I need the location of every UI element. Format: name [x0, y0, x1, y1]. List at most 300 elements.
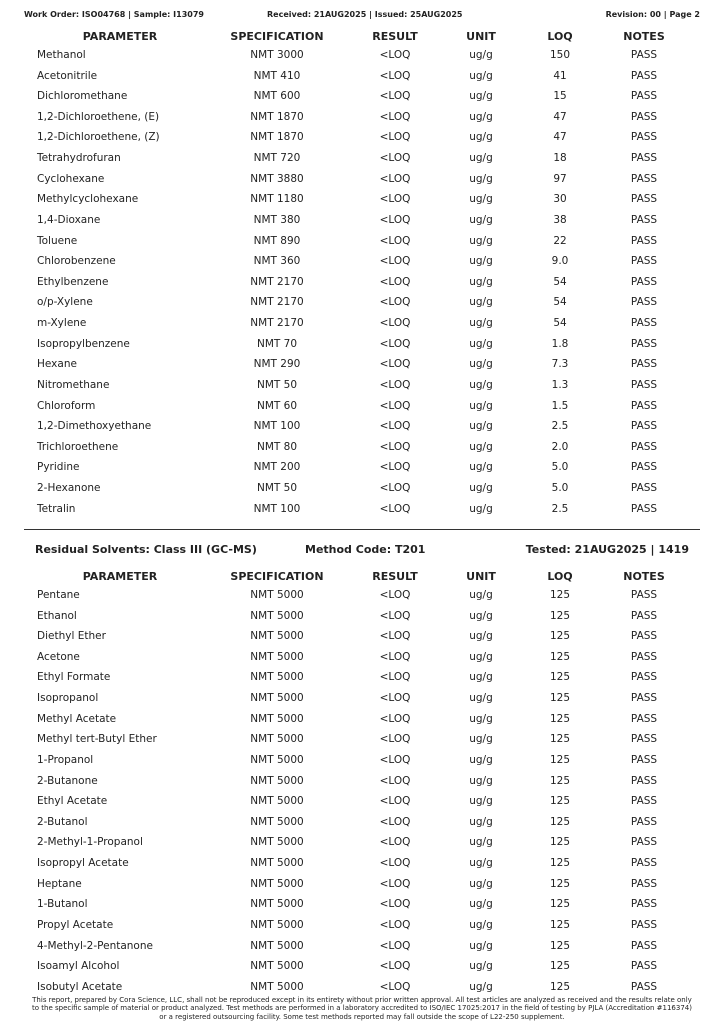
cell-specification: NMT 1870 — [250, 131, 304, 144]
cell-loq: 125 — [549, 609, 571, 622]
cell-parameter: Dichloromethane — [37, 90, 128, 103]
section-divider — [24, 529, 700, 530]
cell-unit: ug/g — [469, 49, 493, 61]
cell-notes: PASS — [630, 980, 658, 993]
method-code: Method Code: T201 — [305, 543, 426, 556]
cell-loq: 125 — [549, 815, 571, 828]
cell-loq: 5.0 — [551, 482, 569, 495]
table-row — [0, 813, 724, 834]
cell-loq: 125 — [549, 857, 571, 870]
cell-notes: PASS — [630, 378, 658, 391]
cell-notes: PASS — [630, 399, 658, 412]
cell-result: <LOQ — [379, 589, 411, 601]
cell-result: <LOQ — [379, 296, 411, 309]
cell-specification: NMT 5000 — [250, 836, 304, 849]
cell-result: <LOQ — [379, 774, 411, 787]
table-row — [0, 67, 724, 88]
cell-notes: PASS — [630, 131, 658, 144]
cell-parameter: 1,2-Dichloroethene, (Z) — [37, 131, 160, 144]
cell-loq: 47 — [553, 110, 567, 123]
table-row — [0, 335, 724, 356]
cell-result: <LOQ — [379, 193, 411, 206]
cell-loq: 41 — [553, 69, 567, 82]
cell-result: <LOQ — [379, 234, 411, 247]
cell-unit: ug/g — [469, 753, 493, 766]
column-header-parameter: PARAMETER — [82, 570, 158, 583]
cell-specification: NMT 600 — [253, 90, 301, 103]
cell-specification: NMT 5000 — [250, 939, 304, 952]
cell-parameter: Hexane — [37, 358, 77, 371]
column-header-result: RESULT — [372, 30, 418, 43]
section-title: Residual Solvents: Class III (GC-MS) — [35, 543, 257, 556]
cell-loq: 47 — [553, 131, 567, 144]
cell-parameter: Isopropyl Acetate — [37, 857, 129, 870]
cell-loq: 22 — [553, 234, 567, 247]
cell-result: <LOQ — [379, 69, 411, 82]
cell-parameter: Methanol — [37, 49, 86, 61]
cell-result: <LOQ — [379, 358, 411, 371]
cell-result: <LOQ — [379, 275, 411, 288]
cell-specification: NMT 290 — [253, 358, 301, 371]
cell-parameter: Pentane — [37, 589, 80, 601]
cell-result: <LOQ — [379, 960, 411, 973]
cell-specification: NMT 5000 — [250, 980, 304, 993]
cell-specification: NMT 5000 — [250, 960, 304, 973]
cell-notes: PASS — [630, 753, 658, 766]
cell-notes: PASS — [630, 275, 658, 288]
cell-notes: PASS — [630, 502, 658, 515]
cell-specification: NMT 3880 — [250, 172, 304, 185]
table-row — [0, 500, 724, 521]
cell-result: <LOQ — [379, 90, 411, 103]
cell-specification: NMT 70 — [256, 337, 298, 350]
cell-notes: PASS — [630, 152, 658, 165]
cell-specification: NMT 5000 — [250, 815, 304, 828]
cell-notes: PASS — [630, 733, 658, 746]
table-row — [0, 607, 724, 628]
cell-specification: NMT 100 — [253, 502, 301, 515]
cell-parameter: Pyridine — [37, 461, 80, 474]
cell-specification: NMT 890 — [253, 234, 301, 247]
cell-unit: ug/g — [469, 255, 493, 268]
cell-result: <LOQ — [379, 795, 411, 808]
cell-loq: 125 — [549, 836, 571, 849]
report-footer — [24, 996, 700, 1021]
table-row — [0, 937, 724, 958]
cell-result: <LOQ — [379, 317, 411, 330]
table-row — [0, 648, 724, 669]
revision-page-text: Revision: 00 | Page 2 — [605, 10, 700, 19]
work-order-text: Work Order: ISO04768 | Sample: I13079 — [24, 10, 204, 19]
cell-result: <LOQ — [379, 131, 411, 144]
cell-unit: ug/g — [469, 131, 493, 144]
table-row — [0, 46, 724, 67]
table-row — [0, 957, 724, 978]
table-row — [0, 792, 724, 813]
cell-unit: ug/g — [469, 337, 493, 350]
cell-notes: PASS — [630, 692, 658, 705]
column-header-notes: NOTES — [623, 30, 665, 43]
table-row — [0, 668, 724, 689]
cell-notes: PASS — [630, 671, 658, 684]
table-row — [0, 190, 724, 211]
cell-parameter: Methylcyclohexane — [37, 193, 139, 206]
cell-parameter: 4-Methyl-2-Pentanone — [37, 939, 153, 952]
table-row — [0, 479, 724, 500]
cell-specification: NMT 5000 — [250, 609, 304, 622]
cell-specification: NMT 360 — [253, 255, 301, 268]
cell-unit: ug/g — [469, 650, 493, 663]
cell-unit: ug/g — [469, 213, 493, 226]
cell-loq: 125 — [549, 650, 571, 663]
cell-result: <LOQ — [379, 399, 411, 412]
report-header — [24, 10, 700, 22]
cell-parameter: Propyl Acetate — [37, 918, 114, 931]
cell-specification: NMT 5000 — [250, 733, 304, 746]
cell-notes: PASS — [630, 461, 658, 474]
cell-notes: PASS — [630, 630, 658, 643]
cell-parameter: Chloroform — [37, 399, 96, 412]
cell-loq: 15 — [553, 90, 567, 103]
cell-specification: NMT 2170 — [250, 275, 304, 288]
cell-parameter: 2-Methyl-1-Propanol — [37, 836, 143, 849]
cell-loq: 150 — [549, 49, 571, 61]
cell-notes: PASS — [630, 172, 658, 185]
cell-unit: ug/g — [469, 795, 493, 808]
cell-result: <LOQ — [379, 733, 411, 746]
cell-notes: PASS — [630, 337, 658, 350]
cell-result: <LOQ — [379, 420, 411, 433]
cell-specification: NMT 5000 — [250, 918, 304, 931]
cell-loq: 125 — [549, 753, 571, 766]
cell-notes: PASS — [630, 482, 658, 495]
table-row — [0, 87, 724, 108]
cell-unit: ug/g — [469, 836, 493, 849]
cell-result: <LOQ — [379, 152, 411, 165]
cell-parameter: 2-Hexanone — [37, 482, 101, 495]
cell-specification: NMT 2170 — [250, 317, 304, 330]
cell-result: <LOQ — [379, 939, 411, 952]
cell-loq: 125 — [549, 712, 571, 725]
cell-parameter: 1,4-Dioxane — [37, 213, 101, 226]
table-row — [0, 108, 724, 129]
cell-loq: 125 — [549, 630, 571, 643]
cell-loq: 7.3 — [551, 358, 569, 371]
cell-result: <LOQ — [379, 482, 411, 495]
cell-notes: PASS — [630, 193, 658, 206]
cell-notes: PASS — [630, 296, 658, 309]
cell-unit: ug/g — [469, 482, 493, 495]
cell-parameter: Ethanol — [37, 609, 77, 622]
table-row — [0, 751, 724, 772]
table-row — [0, 458, 724, 479]
cell-unit: ug/g — [469, 733, 493, 746]
cell-unit: ug/g — [469, 960, 493, 973]
cell-parameter: Isobutyl Acetate — [37, 980, 123, 993]
cell-result: <LOQ — [379, 692, 411, 705]
cell-parameter: Isopropanol — [37, 692, 99, 705]
cell-result: <LOQ — [379, 49, 411, 61]
cell-result: <LOQ — [379, 337, 411, 350]
column-header-unit: UNIT — [466, 570, 496, 583]
cell-parameter: 1,2-Dimethoxyethane — [37, 420, 152, 433]
table-row — [0, 232, 724, 253]
cell-unit: ug/g — [469, 692, 493, 705]
cell-specification: NMT 720 — [253, 152, 301, 165]
cell-notes: PASS — [630, 609, 658, 622]
cell-notes: PASS — [630, 420, 658, 433]
cell-loq: 54 — [553, 296, 567, 309]
table-row — [0, 627, 724, 648]
column-header-loq: LOQ — [547, 570, 573, 583]
cell-specification: NMT 50 — [256, 378, 298, 391]
table-row — [0, 293, 724, 314]
cell-loq: 125 — [549, 733, 571, 746]
cell-loq: 2.5 — [551, 420, 569, 433]
cell-result: <LOQ — [379, 980, 411, 993]
cell-loq: 125 — [549, 795, 571, 808]
cell-loq: 9.0 — [551, 255, 569, 268]
cell-specification: NMT 5000 — [250, 630, 304, 643]
cell-parameter: Trichloroethene — [37, 440, 119, 453]
tested-date: Tested: 21AUG2025 | 1419 — [525, 543, 689, 556]
cell-specification: NMT 410 — [253, 69, 301, 82]
cell-notes: PASS — [630, 213, 658, 226]
cell-loq: 125 — [549, 589, 571, 601]
cell-specification: NMT 60 — [256, 399, 298, 412]
cell-unit: ug/g — [469, 671, 493, 684]
cell-parameter: m-Xylene — [37, 317, 87, 330]
table-row — [0, 689, 724, 710]
table-row — [0, 149, 724, 170]
cell-specification: NMT 3000 — [250, 49, 304, 61]
cell-loq: 54 — [553, 317, 567, 330]
cell-notes: PASS — [630, 650, 658, 663]
cell-specification: NMT 1870 — [250, 110, 304, 123]
cell-unit: ug/g — [469, 420, 493, 433]
table-row — [0, 710, 724, 731]
cell-unit: ug/g — [469, 317, 493, 330]
cell-specification: NMT 5000 — [250, 898, 304, 911]
cell-result: <LOQ — [379, 172, 411, 185]
cell-unit: ug/g — [469, 90, 493, 103]
table-row — [0, 730, 724, 751]
cell-loq: 125 — [549, 980, 571, 993]
cell-parameter: Isopropylbenzene — [37, 337, 130, 350]
cell-result: <LOQ — [379, 712, 411, 725]
table-row — [0, 586, 724, 607]
cell-notes: PASS — [630, 589, 658, 601]
cell-result: <LOQ — [379, 110, 411, 123]
column-header-unit: UNIT — [466, 30, 496, 43]
cell-unit: ug/g — [469, 918, 493, 931]
cell-parameter: Tetralin — [37, 502, 76, 515]
column-header-loq: LOQ — [547, 30, 573, 43]
cell-unit: ug/g — [469, 502, 493, 515]
column-header-specification: SPECIFICATION — [230, 30, 324, 43]
footer-line: This report, prepared by Cora Science, LLC, shall not be reproduced except in its entirety without prior written approval. All test articles are analyzed as received and the results relate only — [32, 996, 692, 1004]
cell-specification: NMT 5000 — [250, 650, 304, 663]
cell-unit: ug/g — [469, 774, 493, 787]
cell-notes: PASS — [630, 960, 658, 973]
cell-unit: ug/g — [469, 69, 493, 82]
cell-parameter: Ethyl Acetate — [37, 795, 108, 808]
cell-unit: ug/g — [469, 630, 493, 643]
cell-loq: 125 — [549, 671, 571, 684]
cell-parameter: o/p-Xylene — [37, 296, 93, 309]
cell-loq: 125 — [549, 692, 571, 705]
cell-notes: PASS — [630, 255, 658, 268]
cell-result: <LOQ — [379, 609, 411, 622]
cell-unit: ug/g — [469, 980, 493, 993]
cell-specification: NMT 5000 — [250, 753, 304, 766]
table-row — [0, 273, 724, 294]
cell-notes: PASS — [630, 110, 658, 123]
cell-parameter: Cyclohexane — [37, 172, 105, 185]
cell-notes: PASS — [630, 898, 658, 911]
cell-notes: PASS — [630, 90, 658, 103]
cell-loq: 30 — [553, 193, 567, 206]
table-header — [0, 567, 724, 583]
table-row — [0, 170, 724, 191]
column-header-notes: NOTES — [623, 570, 665, 583]
cell-parameter: Diethyl Ether — [37, 630, 106, 643]
cell-loq: 18 — [553, 152, 567, 165]
cell-specification: NMT 5000 — [250, 712, 304, 725]
table-row — [0, 895, 724, 916]
cell-unit: ug/g — [469, 296, 493, 309]
cell-parameter: 1-Butanol — [37, 898, 88, 911]
cell-specification: NMT 5000 — [250, 671, 304, 684]
cell-loq: 125 — [549, 960, 571, 973]
cell-unit: ug/g — [469, 857, 493, 870]
cell-parameter: Ethylbenzene — [37, 275, 109, 288]
cell-specification: NMT 200 — [253, 461, 301, 474]
table-row — [0, 397, 724, 418]
cell-parameter: Isoamyl Alcohol — [37, 960, 120, 973]
cell-notes: PASS — [630, 49, 658, 61]
cell-loq: 38 — [553, 213, 567, 226]
cell-unit: ug/g — [469, 589, 493, 601]
cell-parameter: Ethyl Formate — [37, 671, 111, 684]
cell-unit: ug/g — [469, 193, 493, 206]
cell-notes: PASS — [630, 857, 658, 870]
cell-result: <LOQ — [379, 502, 411, 515]
table-row — [0, 833, 724, 854]
cell-result: <LOQ — [379, 918, 411, 931]
cell-loq: 2.0 — [551, 440, 569, 453]
cell-specification: NMT 80 — [256, 440, 298, 453]
cell-loq: 125 — [549, 898, 571, 911]
cell-unit: ug/g — [469, 877, 493, 890]
cell-unit: ug/g — [469, 110, 493, 123]
cell-specification: NMT 1180 — [250, 193, 304, 206]
cell-parameter: Acetone — [37, 650, 80, 663]
cell-notes: PASS — [630, 712, 658, 725]
table-row — [0, 417, 724, 438]
cell-loq: 1.5 — [551, 399, 569, 412]
cell-result: <LOQ — [379, 440, 411, 453]
cell-loq: 1.3 — [551, 378, 569, 391]
cell-specification: NMT 5000 — [250, 589, 304, 601]
section-title-bar — [35, 543, 689, 557]
cell-specification: NMT 100 — [253, 420, 301, 433]
cell-result: <LOQ — [379, 378, 411, 391]
cell-result: <LOQ — [379, 877, 411, 890]
table-header — [0, 27, 724, 43]
table-row — [0, 314, 724, 335]
cell-unit: ug/g — [469, 440, 493, 453]
received-issued-text: Received: 21AUG2025 | Issued: 25AUG2025 — [267, 10, 463, 19]
cell-parameter: Nitromethane — [37, 378, 110, 391]
cell-parameter: Heptane — [37, 877, 82, 890]
cell-unit: ug/g — [469, 609, 493, 622]
cell-loq: 125 — [549, 774, 571, 787]
cell-result: <LOQ — [379, 898, 411, 911]
cell-result: <LOQ — [379, 255, 411, 268]
table-row — [0, 875, 724, 896]
cell-specification: NMT 5000 — [250, 795, 304, 808]
cell-notes: PASS — [630, 440, 658, 453]
cell-loq: 125 — [549, 939, 571, 952]
cell-specification: NMT 5000 — [250, 774, 304, 787]
cell-result: <LOQ — [379, 857, 411, 870]
table-row — [0, 355, 724, 376]
cell-result: <LOQ — [379, 815, 411, 828]
cell-loq: 125 — [549, 877, 571, 890]
cell-unit: ug/g — [469, 712, 493, 725]
cell-unit: ug/g — [469, 898, 493, 911]
cell-specification: NMT 380 — [253, 213, 301, 226]
cell-notes: PASS — [630, 918, 658, 931]
cell-specification: NMT 5000 — [250, 692, 304, 705]
column-header-parameter: PARAMETER — [82, 30, 158, 43]
cell-unit: ug/g — [469, 815, 493, 828]
column-header-specification: SPECIFICATION — [230, 570, 324, 583]
cell-notes: PASS — [630, 877, 658, 890]
cell-unit: ug/g — [469, 152, 493, 165]
cell-loq: 97 — [553, 172, 567, 185]
cell-unit: ug/g — [469, 939, 493, 952]
cell-notes: PASS — [630, 358, 658, 371]
cell-specification: NMT 5000 — [250, 877, 304, 890]
cell-loq: 5.0 — [551, 461, 569, 474]
cell-loq: 54 — [553, 275, 567, 288]
cell-parameter: Methyl Acetate — [37, 712, 117, 725]
table-row — [0, 854, 724, 875]
cell-parameter: Toluene — [37, 234, 78, 247]
cell-specification: NMT 50 — [256, 482, 298, 495]
cell-unit: ug/g — [469, 234, 493, 247]
cell-notes: PASS — [630, 234, 658, 247]
cell-parameter: Methyl tert-Butyl Ether — [37, 733, 157, 746]
table-row — [0, 438, 724, 459]
cell-notes: PASS — [630, 815, 658, 828]
footer-line: or a registered outsourcing facility. Some test methods reported may fall outside the scope of L22-250 supplement. — [159, 1012, 565, 1021]
cell-parameter: 2-Butanol — [37, 815, 88, 828]
cell-parameter: Acetonitrile — [37, 69, 98, 82]
cell-notes: PASS — [630, 836, 658, 849]
cell-notes: PASS — [630, 317, 658, 330]
cell-unit: ug/g — [469, 275, 493, 288]
cell-specification: NMT 5000 — [250, 857, 304, 870]
table-row — [0, 916, 724, 937]
table-row — [0, 772, 724, 793]
cell-notes: PASS — [630, 69, 658, 82]
cell-loq: 125 — [549, 918, 571, 931]
cell-result: <LOQ — [379, 213, 411, 226]
cell-parameter: 1,2-Dichloroethene, (E) — [37, 110, 160, 123]
